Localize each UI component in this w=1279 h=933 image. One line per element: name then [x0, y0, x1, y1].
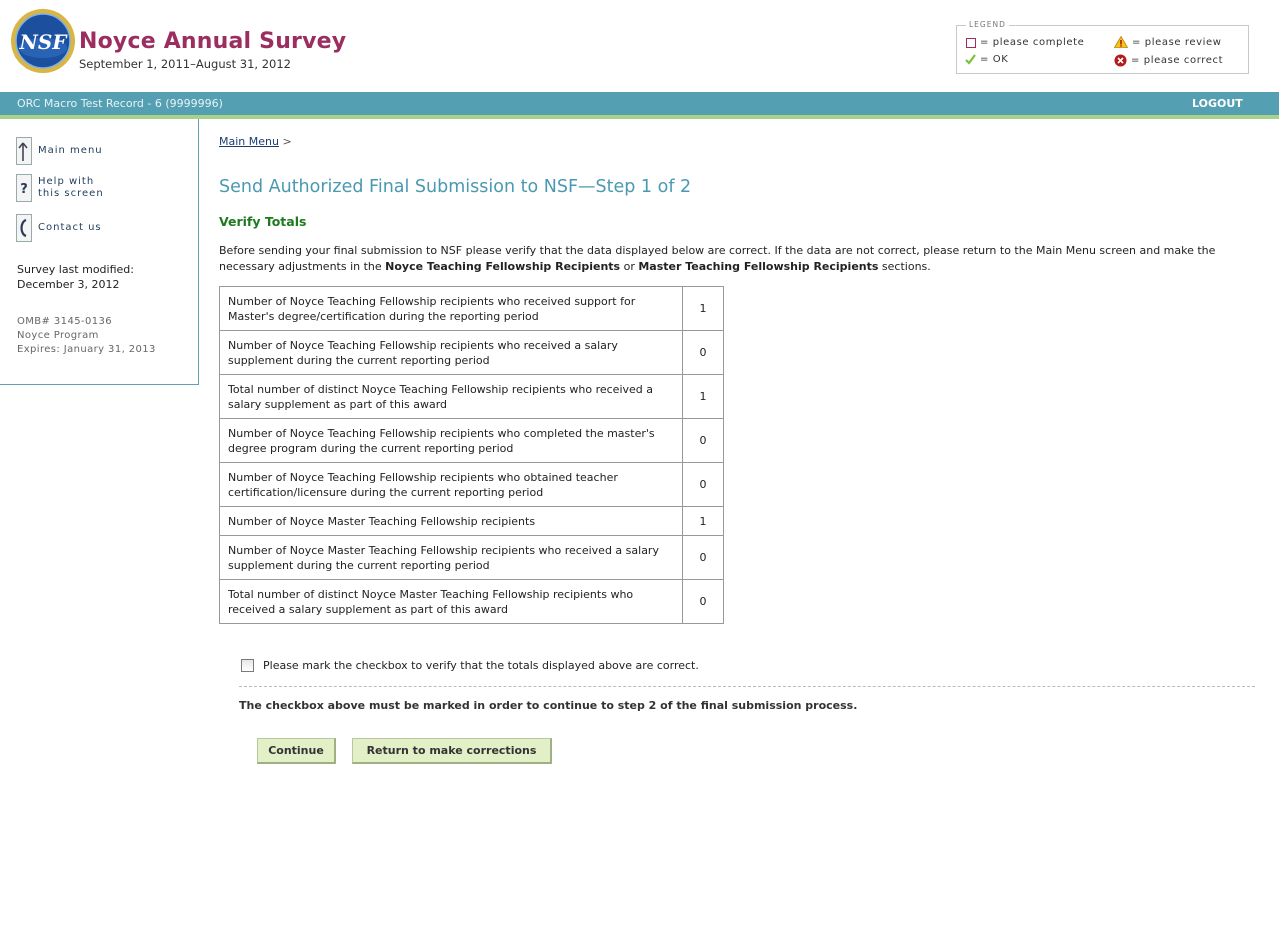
sidebar-item-help[interactable] — [16, 174, 104, 202]
row-question: Number of Noyce Teaching Fellowship recipients who received a salary supplement during the current reporting period — [220, 331, 683, 375]
row-value: 1 — [683, 507, 724, 536]
table-row — [220, 463, 724, 507]
page-header — [0, 0, 1279, 92]
row-question: Number of Noyce Master Teaching Fellowship recipients who received a salary supplement during the current reporting period — [220, 536, 683, 580]
legend-title: LEGEND — [966, 20, 1009, 29]
row-value: 0 — [683, 331, 724, 375]
app-title: Noyce Annual Survey — [79, 29, 347, 54]
row-value: 1 — [683, 375, 724, 419]
record-label: ORC Macro Test Record - 6 (9999996) — [17, 97, 223, 110]
help-icon — [16, 174, 32, 202]
intro-text — [219, 243, 1264, 275]
divider — [239, 686, 1255, 687]
row-question: Number of Noyce Teaching Fellowship recipients who received support for Master's degree/certification during the reporting period — [220, 287, 683, 331]
breadcrumb-main-menu-link[interactable]: Main Menu — [219, 135, 279, 148]
row-question: Number of Noyce Teaching Fellowship recipients who obtained teacher certification/licensure during the current reporting period — [220, 463, 683, 507]
program-name: Noyce Program — [17, 330, 99, 341]
row-value: 1 — [683, 287, 724, 331]
sidebar-item-label: Contact us — [38, 222, 102, 233]
legend-item-review — [1114, 36, 1222, 48]
phone-icon — [16, 214, 32, 242]
continue-button[interactable]: Continue — [257, 738, 336, 764]
verify-label: Please mark the checkbox to verify that the totals displayed above are correct. — [263, 659, 699, 672]
table-row — [220, 580, 724, 624]
row-question: Total number of distinct Noyce Master Teaching Fellowship recipients who received a salary supplement as part of this award — [220, 580, 683, 624]
verify-checkbox[interactable] — [241, 659, 254, 672]
survey-dates: September 1, 2011–August 31, 2012 — [79, 57, 291, 71]
row-value: 0 — [683, 419, 724, 463]
sidebar-item-main-menu[interactable] — [16, 137, 103, 165]
row-value: 0 — [683, 580, 724, 624]
sidebar-item-label: Main menu — [38, 145, 103, 156]
table-row — [220, 375, 724, 419]
sidebar — [0, 119, 199, 385]
legend-ok-label: = OK — [980, 54, 1009, 65]
warning-icon — [1114, 36, 1128, 48]
error-icon — [1114, 54, 1127, 67]
section-title: Verify Totals — [219, 214, 307, 229]
row-value: 0 — [683, 463, 724, 507]
legend-complete-label: = please complete — [980, 37, 1085, 48]
logo-text: NSF — [19, 30, 67, 54]
legend-item-correct — [1114, 54, 1223, 67]
checkbox-warning: The checkbox above must be marked in order to continue to step 2 of the final submission process. — [239, 699, 858, 712]
omb-number: OMB# 3145-0136 — [17, 316, 113, 327]
table-row — [220, 507, 724, 536]
legend-review-label: = please review — [1132, 36, 1222, 48]
main-menu-icon — [16, 137, 32, 165]
sidebar-item-label — [38, 176, 104, 200]
row-question: Number of Noyce Master Teaching Fellowship recipients — [220, 507, 683, 536]
modified-label: Survey last modified: — [17, 263, 134, 276]
help-line-1: Help with — [38, 176, 95, 187]
nsf-logo — [10, 8, 76, 74]
checkmark-icon — [965, 54, 976, 65]
sidebar-item-contact[interactable] — [16, 214, 102, 242]
intro-part-1: Before sending your final submission to NSF please verify that the data displayed below are correct. If the data are not correct, please return to the Main Menu screen and make the necessary adjustments in the — [219, 244, 1216, 273]
legend-correct-label: = please correct — [1131, 55, 1224, 66]
breadcrumb-separator: > — [282, 135, 292, 148]
legend-item-complete — [966, 37, 1084, 48]
table-row — [220, 287, 724, 331]
intro-part-2: or — [620, 260, 639, 273]
modified-date: December 3, 2012 — [17, 278, 120, 291]
row-question: Total number of distinct Noyce Teaching Fellowship recipients who received a salary supplement as part of this award — [220, 375, 683, 419]
legend-box — [956, 20, 1249, 74]
help-line-2: this screen — [38, 188, 104, 199]
table-row — [220, 419, 724, 463]
return-to-corrections-button[interactable]: Return to make corrections — [352, 738, 552, 764]
intro-part-3: sections. — [878, 260, 931, 273]
breadcrumb — [219, 135, 292, 148]
expiration-date: Expires: January 31, 2013 — [17, 344, 156, 355]
svg-text:?: ? — [20, 182, 28, 197]
row-value: 0 — [683, 536, 724, 580]
legend-item-ok — [965, 54, 1008, 65]
logout-link[interactable]: LOGOUT — [1192, 97, 1243, 110]
table-row — [220, 331, 724, 375]
page-title: Send Authorized Final Submission to NSF—Step 1 of 2 — [219, 177, 692, 197]
verify-row — [241, 659, 699, 672]
table-row — [220, 536, 724, 580]
incomplete-box-icon — [966, 38, 976, 48]
row-question: Number of Noyce Teaching Fellowship recipients who completed the master's degree program during the current reporting period — [220, 419, 683, 463]
intro-bold-2: Master Teaching Fellowship Recipients — [638, 260, 879, 273]
totals-table — [219, 286, 724, 624]
intro-bold-1: Noyce Teaching Fellowship Recipients — [385, 260, 621, 273]
